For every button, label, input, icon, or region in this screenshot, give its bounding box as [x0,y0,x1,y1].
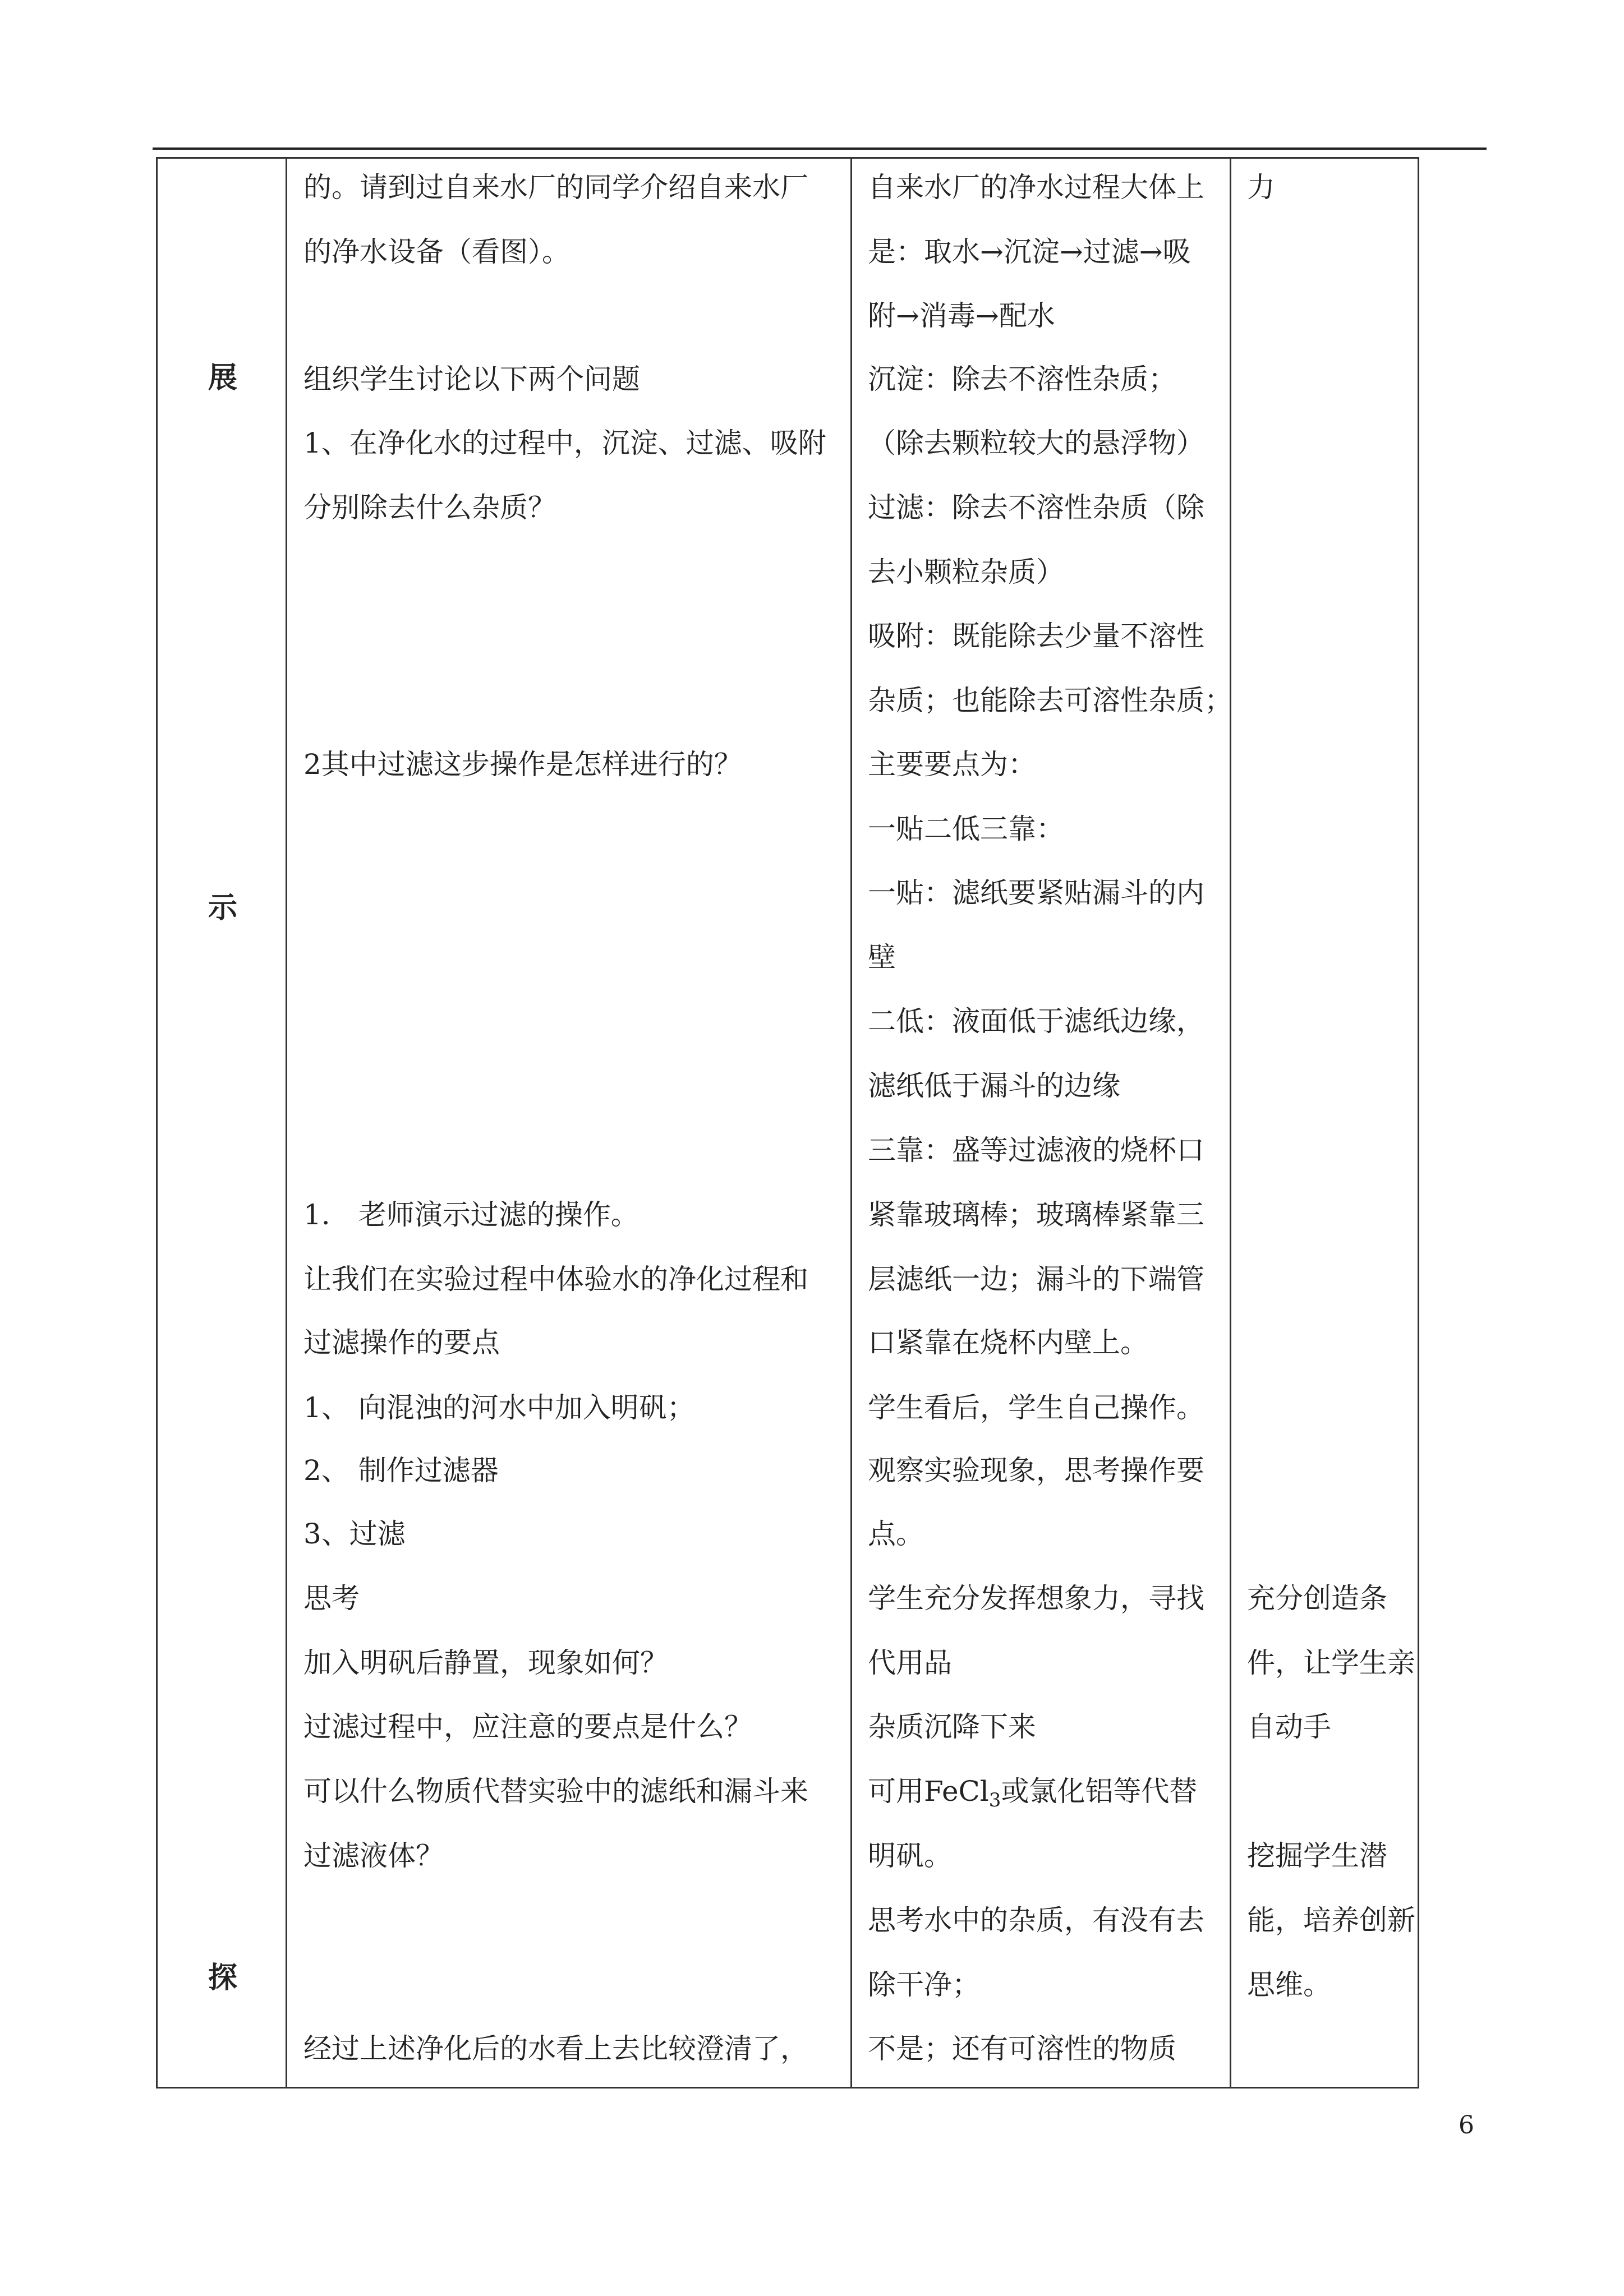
student-line: 口紧靠在烧杯内壁上。 [868,1326,1148,1359]
student-line: 学生看后，学生自己操作。 [868,1391,1204,1424]
student-line: 二低：液面低于滤纸边缘， [868,1005,1204,1038]
student-line: 去小颗粒杂质） [868,556,1064,588]
student-line: 不是；还有可溶性的物质 [868,2032,1176,2065]
student-line: 吸附：既能除去少量不溶性 [868,620,1204,652]
teacher-line: 分别除去什么杂质？ [303,491,556,524]
teacher-line: 加入明矾后静置，现象如何？ [303,1647,668,1679]
student-line: 思考水中的杂质，有没有去 [868,1904,1204,1937]
student-line: 沉淀：除去不溶性杂质； [868,363,1176,395]
intent-line: 挖掘学生潜 [1247,1839,1387,1872]
teacher-line: 组织学生讨论以下两个问题 [303,363,640,395]
column-divider [1230,159,1231,2087]
teacher-line: 的。请到过自来水厂的同学介绍自来水厂 [303,171,808,204]
student-line: 学生充分发挥想象力，寻找 [868,1582,1204,1615]
student-line: 杂质沉降下来 [868,1711,1036,1743]
stage-label: 探 [208,1961,238,1995]
teacher-line: 过滤操作的要点 [303,1326,500,1359]
student-line: 自来水厂的净水过程大体上 [868,171,1204,204]
teacher-line: 2、 制作过滤器 [303,1454,499,1487]
teacher-line: 可以什么物质代替实验中的滤纸和漏斗来 [303,1775,808,1808]
formula-prefix: 可用FeCl [868,1775,989,1808]
intent-line: 力 [1247,171,1275,204]
stage-label: 展 [208,361,238,395]
teacher-line: 1. 老师演示过滤的操作。 [303,1198,639,1231]
student-line: 代用品 [868,1647,952,1679]
student-line: 壁 [868,941,896,974]
column-divider [286,159,287,2087]
student-line: 是：取水→沉淀→过滤→吸 [868,236,1191,268]
teacher-line: 1、在净化水的过程中，沉淀、过滤、吸附 [303,427,826,459]
student-line [868,1774,1198,1811]
intent-line: 件，让学生亲 [1247,1647,1415,1679]
teacher-line: 过滤液体？ [303,1839,444,1872]
student-line: 明矾。 [868,1839,952,1872]
intent-line: 思维。 [1247,1968,1331,2001]
formula-suffix: 或氯化铝等代替 [1001,1775,1198,1808]
intent-line: 充分创造条 [1247,1582,1387,1615]
teacher-line: 经过上述净化后的水看上去比较澄清了， [303,2032,808,2065]
student-line: 三靠：盛等过滤液的烧杯口 [868,1134,1204,1167]
student-line: 主要要点为： [868,748,1036,781]
teacher-line: 过滤过程中，应注意的要点是什么？ [303,1711,752,1743]
teacher-line: 1、 向混浊的河水中加入明矾； [303,1391,695,1424]
column-divider [850,159,852,2087]
intent-line: 能，培养创新 [1247,1904,1415,1937]
lesson-plan-table [156,157,1419,2088]
student-line: 观察实验现象，思考操作要 [868,1454,1204,1487]
teacher-line: 3、过滤 [303,1518,406,1550]
student-line: 层滤纸一边；漏斗的下端管 [868,1263,1204,1295]
formula-subscript: 3 [988,1789,1001,1811]
teacher-line: 的净水设备（看图）。 [303,236,570,268]
student-line: 附→消毒→配水 [868,299,1055,332]
student-line: 过滤：除去不溶性杂质（除 [868,491,1204,524]
page-number: 6 [1459,2111,1474,2140]
intent-line: 自动手 [1247,1711,1331,1743]
student-line: （除去颗粒较大的悬浮物） [868,427,1204,459]
student-line: 一贴二低三靠： [868,813,1064,845]
teacher-line: 思考 [303,1582,360,1615]
teacher-line: 2其中过滤这步操作是怎样进行的？ [303,748,742,781]
header-rule [153,147,1487,150]
student-line: 点。 [868,1518,924,1550]
student-line: 除干净； [868,1968,980,2001]
stage-label: 示 [208,891,238,925]
student-line: 紧靠玻璃棒；玻璃棒紧靠三 [868,1198,1204,1231]
student-line: 杂质；也能除去可溶性杂质； [868,684,1232,717]
student-line: 滤纸低于漏斗的边缘 [868,1069,1120,1102]
teacher-line: 让我们在实验过程中体验水的净化过程和 [303,1263,808,1295]
student-line: 一贴：滤纸要紧贴漏斗的内 [868,877,1204,909]
